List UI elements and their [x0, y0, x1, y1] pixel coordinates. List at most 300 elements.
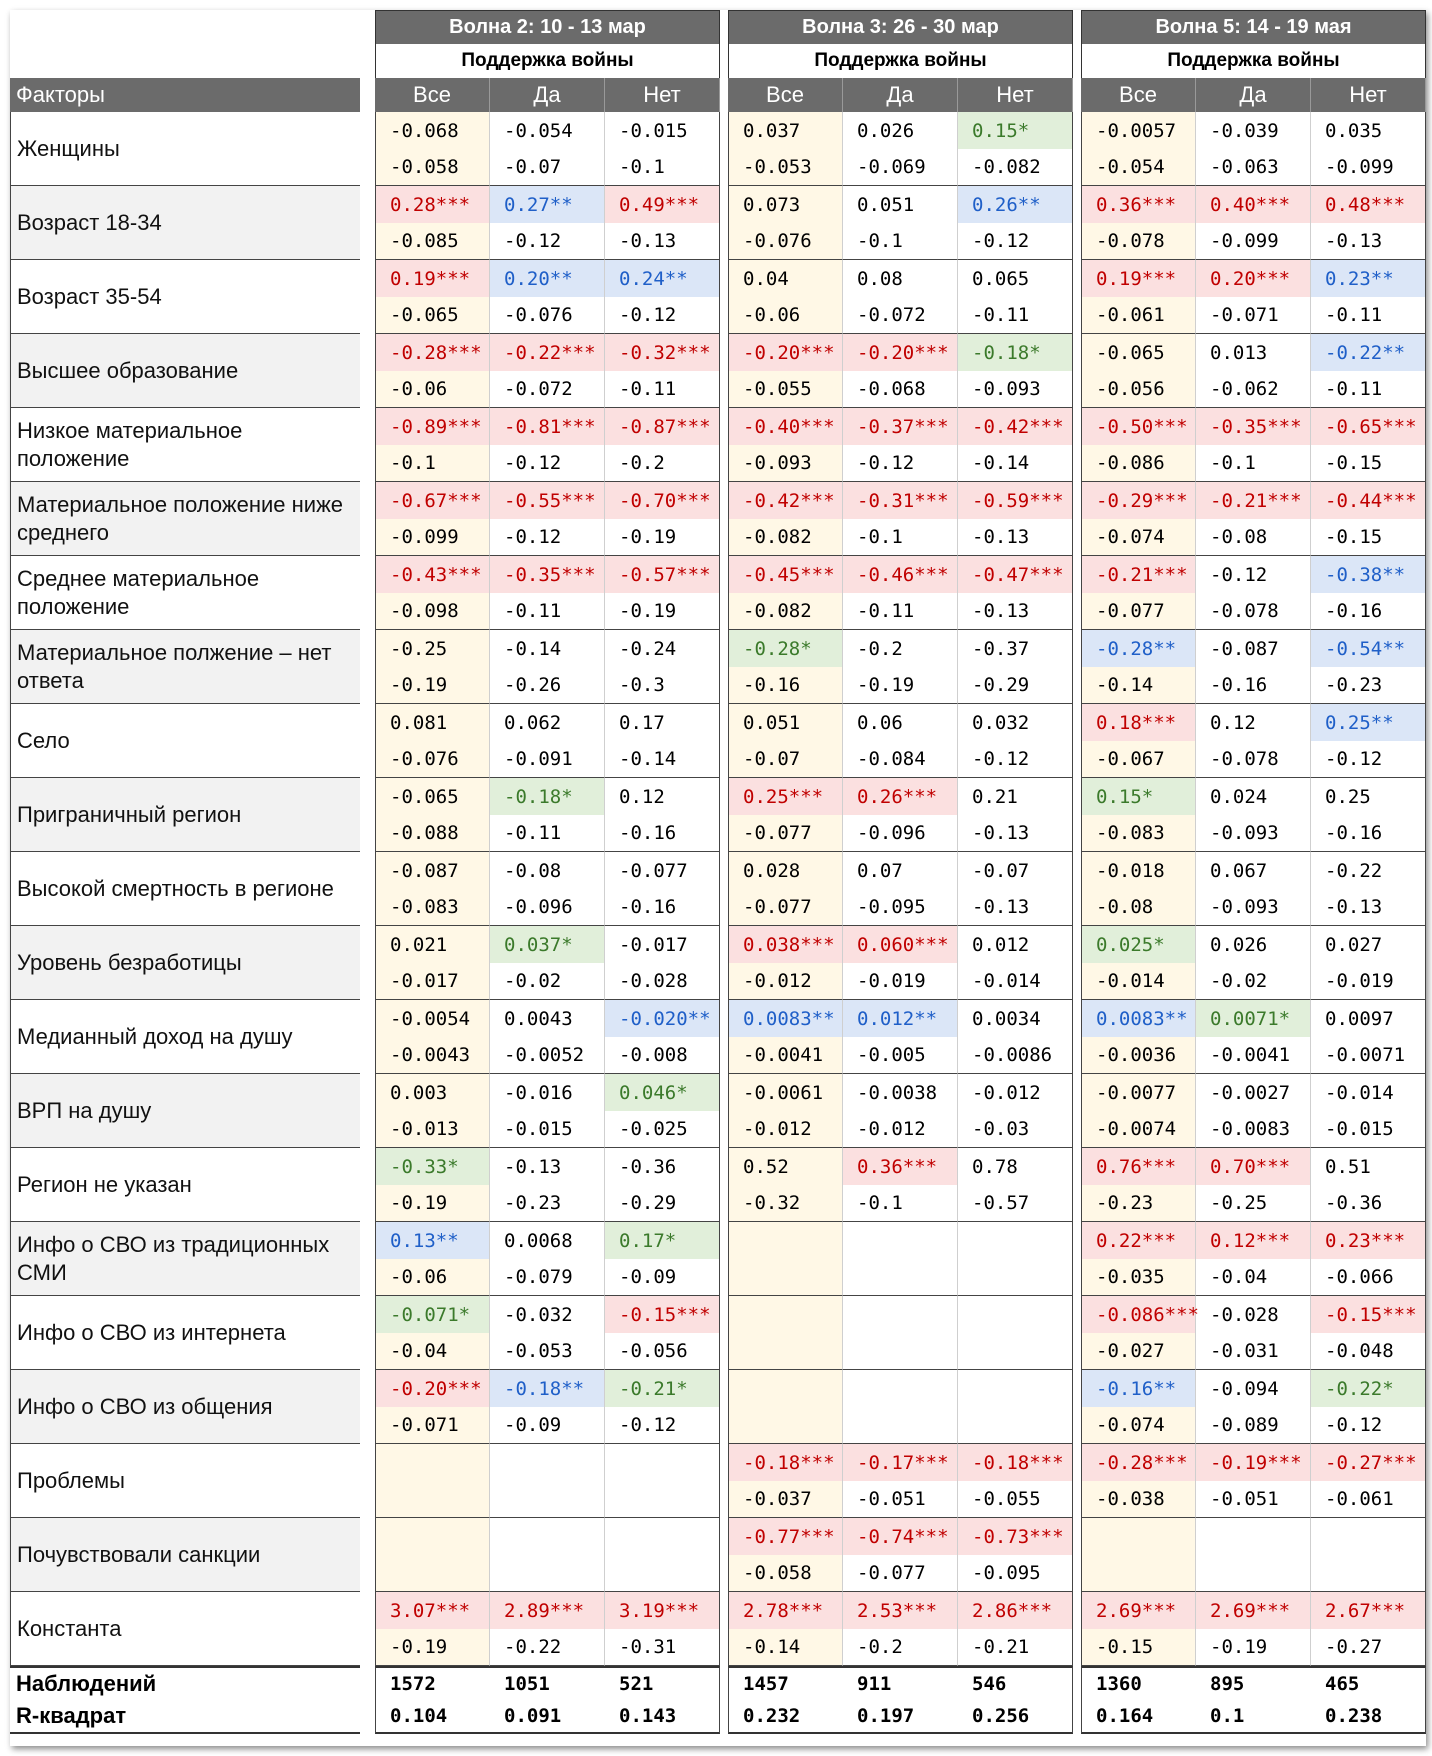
coefficient-cell: 0.026: [843, 112, 958, 149]
coefficient-cell: -0.44***: [1311, 482, 1426, 519]
coefficient-cell: -0.46***: [843, 556, 958, 593]
factor-label: Женщины: [10, 112, 360, 186]
coefficient-cell: -0.0077: [1081, 1074, 1196, 1111]
standard-error-cell: -0.19: [375, 1185, 490, 1222]
standard-error-cell: -0.0036: [1081, 1037, 1196, 1074]
coefficient-cell: -0.25: [375, 630, 490, 667]
coefficient-cell: -0.81***: [490, 408, 605, 445]
coefficient-cell: 0.04: [728, 260, 843, 297]
factor-label: Приграничный регион: [10, 778, 360, 852]
factor-label: Село: [10, 704, 360, 778]
standard-error-cell: -0.077: [728, 889, 843, 926]
coefficient-cell: 0.003: [375, 1074, 490, 1111]
standard-error-cell: -0.19: [605, 519, 720, 556]
standard-error-cell: -0.06: [728, 297, 843, 334]
coefficient-cell: 0.17: [605, 704, 720, 741]
coefficient-cell: 0.12***: [1196, 1222, 1311, 1259]
r-squared-value: 0.232: [728, 1700, 843, 1734]
standard-error-cell: -0.077: [728, 815, 843, 852]
standard-error-cell: -0.056: [1081, 371, 1196, 408]
coefficient-cell: 0.20***: [1196, 260, 1311, 297]
coefficient-cell: 0.51: [1311, 1148, 1426, 1185]
coefficient-cell: [490, 1444, 605, 1481]
standard-error-cell: -0.055: [728, 371, 843, 408]
coefficient-cell: -0.50***: [1081, 408, 1196, 445]
standard-error-cell: -0.035: [1081, 1259, 1196, 1296]
coefficient-cell: -0.0061: [728, 1074, 843, 1111]
coefficient-cell: -0.07: [958, 852, 1073, 889]
standard-error-cell: -0.14: [605, 741, 720, 778]
standard-error-cell: -0.082: [958, 149, 1073, 186]
coefficient-cell: 0.19***: [375, 260, 490, 297]
coefficient-cell: -0.59***: [958, 482, 1073, 519]
factor-label: Почувствовали санкции: [10, 1518, 360, 1592]
coefficient-cell: 2.53***: [843, 1592, 958, 1629]
coefficient-cell: 0.15*: [1081, 778, 1196, 815]
coefficient-cell: 0.20**: [490, 260, 605, 297]
coefficient-cell: -0.22: [1311, 852, 1426, 889]
coefficient-cell: 0.051: [843, 186, 958, 223]
coefficient-cell: [958, 1222, 1073, 1259]
coefficient-cell: -0.32***: [605, 334, 720, 371]
standard-error-cell: -0.04: [375, 1333, 490, 1370]
standard-error-cell: -0.11: [1311, 371, 1426, 408]
standard-error-cell: -0.14: [1081, 667, 1196, 704]
standard-error-cell: -0.15: [1081, 1629, 1196, 1666]
standard-error-cell: [490, 1555, 605, 1592]
standard-error-cell: -0.098: [375, 593, 490, 630]
standard-error-cell: -0.063: [1196, 149, 1311, 186]
standard-error-cell: -0.078: [1081, 223, 1196, 260]
coefficient-cell: -0.28*: [728, 630, 843, 667]
standard-error-cell: -0.085: [375, 223, 490, 260]
standard-error-cell: -0.22: [490, 1629, 605, 1666]
factor-label: Среднее материальное положение: [10, 556, 360, 630]
observations-value: 1457: [728, 1666, 843, 1700]
standard-error-cell: -0.048: [1311, 1333, 1426, 1370]
coefficient-cell: -0.54**: [1311, 630, 1426, 667]
standard-error-cell: -0.0071: [1311, 1037, 1426, 1074]
coefficient-cell: 0.52: [728, 1148, 843, 1185]
standard-error-cell: -0.096: [490, 889, 605, 926]
coefficient-cell: 0.025*: [1081, 926, 1196, 963]
standard-error-cell: -0.061: [1081, 297, 1196, 334]
standard-error-cell: -0.09: [605, 1259, 720, 1296]
coefficient-cell: [728, 1222, 843, 1259]
standard-error-cell: -0.12: [605, 1407, 720, 1444]
column-header-yes: Да: [1196, 78, 1311, 112]
standard-error-cell: -0.077: [1081, 593, 1196, 630]
standard-error-cell: -0.12: [490, 519, 605, 556]
standard-error-cell: [1196, 1555, 1311, 1592]
standard-error-cell: -0.015: [490, 1111, 605, 1148]
standard-error-cell: -0.57: [958, 1185, 1073, 1222]
coefficient-cell: [375, 1444, 490, 1481]
factor-label: Проблемы: [10, 1444, 360, 1518]
standard-error-cell: -0.096: [843, 815, 958, 852]
coefficient-cell: -0.020**: [605, 1000, 720, 1037]
factor-label: Уровень безработицы: [10, 926, 360, 1000]
standard-error-cell: -0.012: [728, 963, 843, 1000]
standard-error-cell: [605, 1555, 720, 1592]
standard-error-cell: -0.11: [490, 593, 605, 630]
standard-error-cell: -0.071: [1196, 297, 1311, 334]
standard-error-cell: -0.11: [490, 815, 605, 852]
coefficient-cell: [728, 1370, 843, 1407]
coefficient-cell: -0.37: [958, 630, 1073, 667]
factor-label: Высокой смертность в регионе: [10, 852, 360, 926]
support-label: Поддержка войны: [375, 44, 720, 78]
coefficient-cell: 0.035: [1311, 112, 1426, 149]
coefficient-cell: 0.013: [1196, 334, 1311, 371]
wave-title: Волна 5: 14 - 19 мая: [1081, 10, 1426, 44]
coefficient-cell: 0.026: [1196, 926, 1311, 963]
factor-label: Низкое материальное положение: [10, 408, 360, 482]
coefficient-cell: 0.012**: [843, 1000, 958, 1037]
coefficient-cell: 0.78: [958, 1148, 1073, 1185]
coefficient-cell: -0.18*: [958, 334, 1073, 371]
coefficient-cell: -0.29***: [1081, 482, 1196, 519]
standard-error-cell: -0.051: [843, 1481, 958, 1518]
coefficient-cell: -0.077: [605, 852, 720, 889]
coefficient-cell: 0.28***: [375, 186, 490, 223]
coefficient-cell: 0.0097: [1311, 1000, 1426, 1037]
standard-error-cell: -0.083: [1081, 815, 1196, 852]
coefficient-cell: -0.37***: [843, 408, 958, 445]
coefficient-cell: 0.062: [490, 704, 605, 741]
standard-error-cell: -0.012: [728, 1111, 843, 1148]
standard-error-cell: -0.083: [375, 889, 490, 926]
standard-error-cell: -0.19: [375, 667, 490, 704]
coefficient-cell: [843, 1222, 958, 1259]
standard-error-cell: -0.013: [375, 1111, 490, 1148]
standard-error-cell: [843, 1259, 958, 1296]
coefficient-cell: -0.16**: [1081, 1370, 1196, 1407]
standard-error-cell: -0.12: [490, 445, 605, 482]
standard-error-cell: -0.089: [1196, 1407, 1311, 1444]
coefficient-cell: -0.12: [1196, 556, 1311, 593]
coefficient-cell: -0.0057: [1081, 112, 1196, 149]
factor-label: Материальное положение ниже среднего: [10, 482, 360, 556]
standard-error-cell: -0.07: [490, 149, 605, 186]
standard-error-cell: -0.04: [1196, 1259, 1311, 1296]
support-label: Поддержка войны: [1081, 44, 1426, 78]
column-header-no: Нет: [958, 78, 1073, 112]
coefficient-cell: -0.20***: [843, 334, 958, 371]
standard-error-cell: -0.08: [1081, 889, 1196, 926]
standard-error-cell: [490, 1481, 605, 1518]
coefficient-cell: 0.028: [728, 852, 843, 889]
support-label: Поддержка войны: [728, 44, 1073, 78]
standard-error-cell: -0.27: [1311, 1629, 1426, 1666]
standard-error-cell: -0.015: [1311, 1111, 1426, 1148]
coefficient-cell: 2.69***: [1081, 1592, 1196, 1629]
standard-error-cell: -0.07: [728, 741, 843, 778]
observations-label: Наблюдений: [10, 1666, 360, 1700]
standard-error-cell: [375, 1481, 490, 1518]
coefficient-cell: [843, 1370, 958, 1407]
standard-error-cell: -0.019: [843, 963, 958, 1000]
regression-table: [10, 10, 1426, 1734]
coefficient-cell: -0.17***: [843, 1444, 958, 1481]
standard-error-cell: -0.12: [1311, 1407, 1426, 1444]
standard-error-cell: -0.14: [958, 445, 1073, 482]
standard-error-cell: -0.078: [1196, 741, 1311, 778]
standard-error-cell: -0.16: [605, 815, 720, 852]
standard-error-cell: -0.074: [1081, 1407, 1196, 1444]
standard-error-cell: -0.19: [1196, 1629, 1311, 1666]
coefficient-cell: -0.087: [375, 852, 490, 889]
coefficient-cell: [1311, 1518, 1426, 1555]
standard-error-cell: -0.0041: [1196, 1037, 1311, 1074]
standard-error-cell: -0.1: [843, 1185, 958, 1222]
standard-error-cell: -0.06: [375, 1259, 490, 1296]
coefficient-cell: 0.12: [605, 778, 720, 815]
coefficient-cell: [1081, 1518, 1196, 1555]
factor-label: Инфо о СВО из традиционных СМИ: [10, 1222, 360, 1296]
standard-error-cell: -0.076: [375, 741, 490, 778]
wave-title: Волна 3: 26 - 30 мар: [728, 10, 1073, 44]
standard-error-cell: -0.13: [958, 889, 1073, 926]
standard-error-cell: [843, 1407, 958, 1444]
coefficient-cell: 0.26***: [843, 778, 958, 815]
coefficient-cell: -0.2: [843, 630, 958, 667]
standard-error-cell: -0.11: [958, 297, 1073, 334]
coefficient-cell: -0.43***: [375, 556, 490, 593]
standard-error-cell: -0.061: [1311, 1481, 1426, 1518]
standard-error-cell: -0.062: [1196, 371, 1311, 408]
coefficient-cell: -0.40***: [728, 408, 843, 445]
standard-error-cell: -0.0043: [375, 1037, 490, 1074]
coefficient-cell: -0.22***: [490, 334, 605, 371]
coefficient-cell: 0.08: [843, 260, 958, 297]
factor-label: ВРП на душу: [10, 1074, 360, 1148]
standard-error-cell: -0.099: [1311, 149, 1426, 186]
coefficient-cell: 0.36***: [1081, 186, 1196, 223]
coefficient-cell: 0.060***: [843, 926, 958, 963]
coefficient-cell: 0.021: [375, 926, 490, 963]
coefficient-cell: 0.024: [1196, 778, 1311, 815]
standard-error-cell: -0.028: [605, 963, 720, 1000]
standard-error-cell: -0.053: [728, 149, 843, 186]
r-squared-label: R-квадрат: [10, 1700, 360, 1734]
standard-error-cell: [605, 1481, 720, 1518]
standard-error-cell: -0.084: [843, 741, 958, 778]
column-header-yes: Да: [843, 78, 958, 112]
coefficient-cell: 0.027: [1311, 926, 1426, 963]
standard-error-cell: -0.093: [728, 445, 843, 482]
standard-error-cell: -0.16: [1311, 815, 1426, 852]
standard-error-cell: -0.019: [1311, 963, 1426, 1000]
standard-error-cell: -0.051: [1196, 1481, 1311, 1518]
standard-error-cell: -0.25: [1196, 1185, 1311, 1222]
standard-error-cell: -0.12: [958, 741, 1073, 778]
standard-error-cell: -0.2: [605, 445, 720, 482]
coefficient-cell: -0.36: [605, 1148, 720, 1185]
factor-label: Инфо о СВО из общения: [10, 1370, 360, 1444]
standard-error-cell: -0.093: [1196, 889, 1311, 926]
coefficient-cell: 0.22***: [1081, 1222, 1196, 1259]
r-squared-value: 0.091: [490, 1700, 605, 1734]
standard-error-cell: [728, 1333, 843, 1370]
standard-error-cell: -0.076: [728, 223, 843, 260]
standard-error-cell: -0.11: [843, 593, 958, 630]
coefficient-cell: 2.86***: [958, 1592, 1073, 1629]
standard-error-cell: -0.1: [605, 149, 720, 186]
coefficient-cell: -0.18***: [728, 1444, 843, 1481]
standard-error-cell: [728, 1259, 843, 1296]
standard-error-cell: -0.12: [605, 297, 720, 334]
coefficient-cell: 0.23***: [1311, 1222, 1426, 1259]
coefficient-cell: 3.19***: [605, 1592, 720, 1629]
coefficient-cell: -0.19***: [1196, 1444, 1311, 1481]
standard-error-cell: -0.14: [728, 1629, 843, 1666]
coefficient-cell: -0.20***: [728, 334, 843, 371]
standard-error-cell: -0.079: [490, 1259, 605, 1296]
standard-error-cell: -0.13: [958, 593, 1073, 630]
standard-error-cell: -0.11: [605, 371, 720, 408]
coefficient-cell: 0.0043: [490, 1000, 605, 1037]
standard-error-cell: -0.02: [1196, 963, 1311, 1000]
standard-error-cell: -0.1: [1196, 445, 1311, 482]
coefficient-cell: 0.046*: [605, 1074, 720, 1111]
coefficient-cell: 0.0071*: [1196, 1000, 1311, 1037]
standard-error-cell: [958, 1333, 1073, 1370]
coefficient-cell: -0.054: [490, 112, 605, 149]
standard-error-cell: -0.26: [490, 667, 605, 704]
coefficient-cell: -0.15***: [1311, 1296, 1426, 1333]
standard-error-cell: -0.067: [1081, 741, 1196, 778]
standard-error-cell: -0.36: [1311, 1185, 1426, 1222]
coefficient-cell: -0.0054: [375, 1000, 490, 1037]
coefficient-cell: -0.65***: [1311, 408, 1426, 445]
standard-error-cell: -0.077: [843, 1555, 958, 1592]
factor-label: Возраст 35-54: [10, 260, 360, 334]
coefficient-cell: 0.081: [375, 704, 490, 741]
coefficient-cell: 0.17*: [605, 1222, 720, 1259]
standard-error-cell: -0.012: [843, 1111, 958, 1148]
coefficient-cell: [843, 1296, 958, 1333]
standard-error-cell: -0.095: [958, 1555, 1073, 1592]
standard-error-cell: -0.0041: [728, 1037, 843, 1074]
standard-error-cell: -0.031: [1196, 1333, 1311, 1370]
standard-error-cell: -0.2: [843, 1629, 958, 1666]
standard-error-cell: -0.02: [490, 963, 605, 1000]
coefficient-cell: [1196, 1518, 1311, 1555]
standard-error-cell: -0.12: [958, 223, 1073, 260]
coefficient-cell: -0.15***: [605, 1296, 720, 1333]
coefficient-cell: -0.065: [1081, 334, 1196, 371]
standard-error-cell: -0.091: [490, 741, 605, 778]
coefficient-cell: -0.24: [605, 630, 720, 667]
standard-error-cell: -0.066: [1311, 1259, 1426, 1296]
coefficient-cell: [605, 1444, 720, 1481]
r-squared-value: 0.1: [1196, 1700, 1311, 1734]
coefficient-cell: 0.06: [843, 704, 958, 741]
standard-error-cell: -0.058: [375, 149, 490, 186]
standard-error-cell: -0.082: [728, 593, 843, 630]
coefficient-cell: -0.87***: [605, 408, 720, 445]
standard-error-cell: -0.0083: [1196, 1111, 1311, 1148]
standard-error-cell: -0.074: [1081, 519, 1196, 556]
observations-value: 465: [1311, 1666, 1426, 1700]
coefficient-cell: -0.015: [605, 112, 720, 149]
factors-header: Факторы: [10, 78, 360, 112]
factor-label: Инфо о СВО из интернета: [10, 1296, 360, 1370]
standard-error-cell: [958, 1407, 1073, 1444]
standard-error-cell: -0.086: [1081, 445, 1196, 482]
coefficient-cell: -0.35***: [1196, 408, 1311, 445]
coefficient-cell: 0.065: [958, 260, 1073, 297]
coefficient-cell: 0.76***: [1081, 1148, 1196, 1185]
coefficient-cell: -0.0038: [843, 1074, 958, 1111]
coefficient-cell: 0.23**: [1311, 260, 1426, 297]
standard-error-cell: -0.23: [1311, 667, 1426, 704]
coefficient-cell: 0.27**: [490, 186, 605, 223]
standard-error-cell: -0.055: [958, 1481, 1073, 1518]
coefficient-cell: 0.038***: [728, 926, 843, 963]
standard-error-cell: -0.065: [375, 297, 490, 334]
standard-error-cell: -0.08: [1196, 519, 1311, 556]
r-squared-value: 0.143: [605, 1700, 720, 1734]
coefficient-cell: -0.70***: [605, 482, 720, 519]
coefficient-cell: -0.032: [490, 1296, 605, 1333]
standard-error-cell: -0.088: [375, 815, 490, 852]
coefficient-cell: -0.45***: [728, 556, 843, 593]
coefficient-cell: -0.087: [1196, 630, 1311, 667]
coefficient-cell: -0.21***: [1081, 556, 1196, 593]
observations-value: 895: [1196, 1666, 1311, 1700]
coefficient-cell: -0.42***: [728, 482, 843, 519]
coefficient-cell: -0.08: [490, 852, 605, 889]
coefficient-cell: -0.017: [605, 926, 720, 963]
standard-error-cell: -0.017: [375, 963, 490, 1000]
coefficient-cell: 0.25***: [728, 778, 843, 815]
coefficient-cell: [375, 1518, 490, 1555]
factor-label: Медианный доход на душу: [10, 1000, 360, 1074]
r-squared-value: 0.238: [1311, 1700, 1426, 1734]
standard-error-cell: -0.12: [843, 445, 958, 482]
column-header-all: Все: [728, 78, 843, 112]
coefficient-cell: 0.0034: [958, 1000, 1073, 1037]
coefficient-cell: [490, 1518, 605, 1555]
coefficient-cell: 0.012: [958, 926, 1073, 963]
coefficient-cell: 0.36***: [843, 1148, 958, 1185]
coefficient-cell: -0.21*: [605, 1370, 720, 1407]
standard-error-cell: -0.0052: [490, 1037, 605, 1074]
standard-error-cell: -0.09: [490, 1407, 605, 1444]
standard-error-cell: -0.078: [1196, 593, 1311, 630]
r-squared-value: 0.104: [375, 1700, 490, 1734]
coefficient-cell: -0.28***: [1081, 1444, 1196, 1481]
coefficient-cell: -0.57***: [605, 556, 720, 593]
coefficient-cell: 3.07***: [375, 1592, 490, 1629]
coefficient-cell: -0.086***: [1081, 1296, 1196, 1333]
standard-error-cell: -0.15: [1311, 445, 1426, 482]
wave-title: Волна 2: 10 - 13 мар: [375, 10, 720, 44]
standard-error-cell: -0.19: [605, 593, 720, 630]
coefficient-cell: -0.094: [1196, 1370, 1311, 1407]
coefficient-cell: -0.071*: [375, 1296, 490, 1333]
standard-error-cell: -0.16: [728, 667, 843, 704]
coefficient-cell: 0.48***: [1311, 186, 1426, 223]
coefficient-cell: 0.0083**: [728, 1000, 843, 1037]
factor-label: Регион не указан: [10, 1148, 360, 1222]
standard-error-cell: -0.058: [728, 1555, 843, 1592]
coefficient-cell: 0.12: [1196, 704, 1311, 741]
coefficient-cell: -0.28***: [375, 334, 490, 371]
coefficient-cell: -0.35***: [490, 556, 605, 593]
